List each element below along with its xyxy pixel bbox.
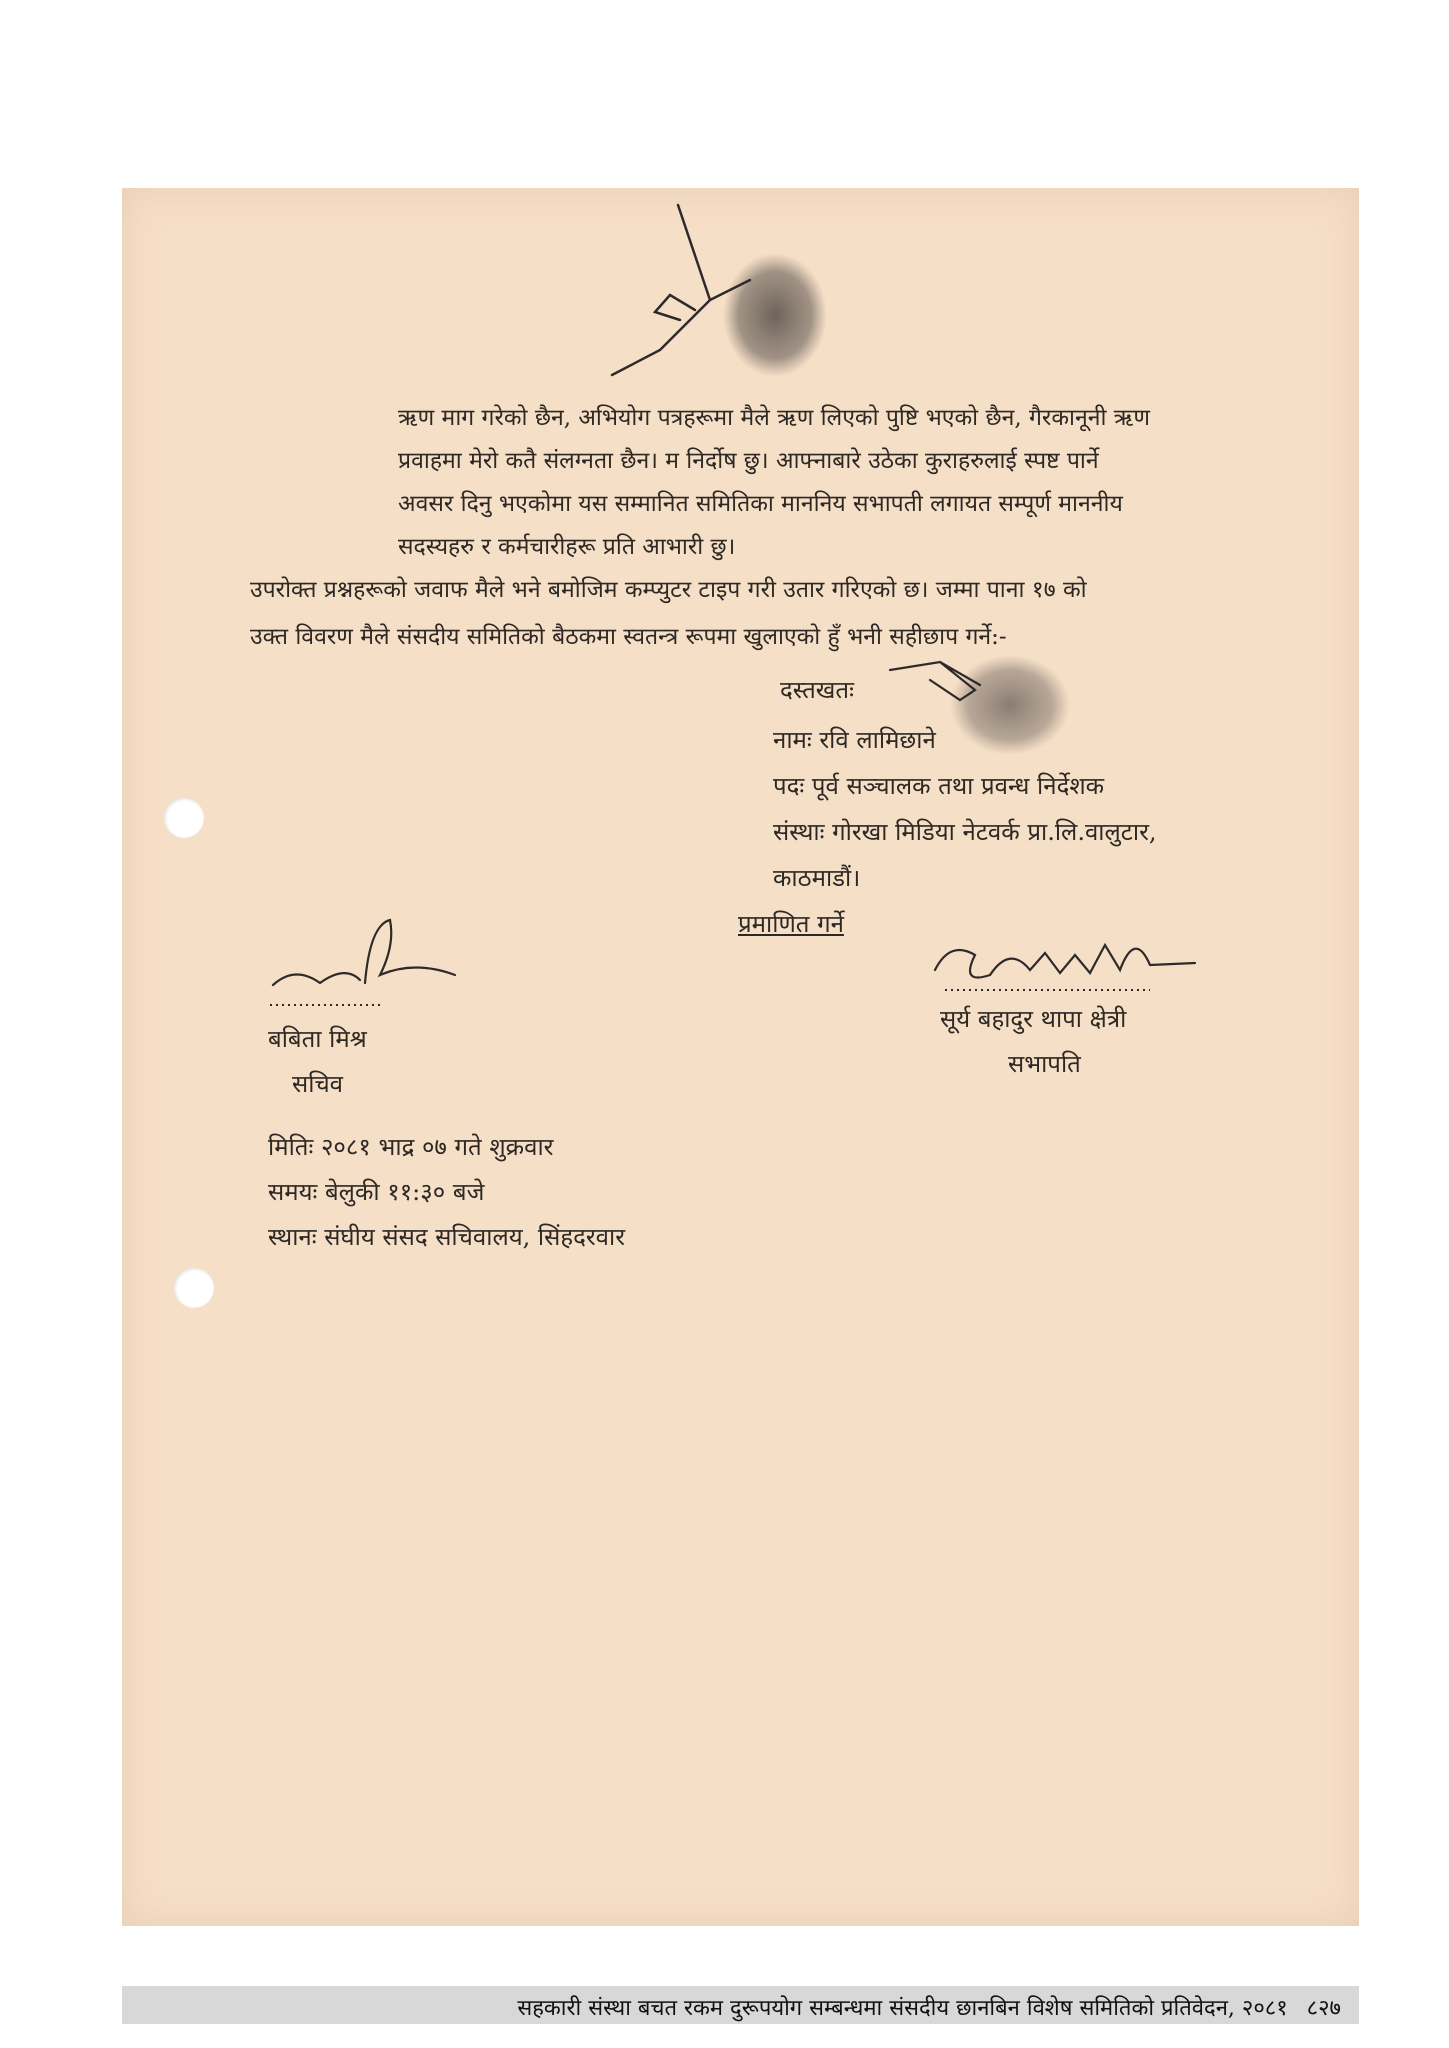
signature-label: दस्तखतः — [780, 676, 854, 704]
signatory-org-line1: संस्थाः गोरखा मिडिया नेटवर्क प्रा.लि.वालुटार, — [773, 818, 1157, 846]
top-signature-icon — [600, 200, 830, 390]
statement-line-2: उक्त विवरण मैले संसदीय समितिको बैठकमा स्वतन्त्र रूपमा खुलाएको हुँ भनी सहीछाप गर्ने:- — [250, 624, 1007, 650]
signatory-name: नामः रवि लामिछाने — [773, 726, 936, 754]
chair-title: सभापति — [1008, 1050, 1081, 1078]
footer-title: सहकारी संस्था बचत रकम दुरूपयोग सम्बन्धमा संसदीय छानबिन विशेष समितिको प्रतिवेदन, २०८१ — [517, 1996, 1288, 2021]
meeting-place: स्थानः संघीय संसद सचिवालय, सिंहदरवार — [268, 1223, 626, 1251]
meeting-date: मितिः २०८१ भाद्र ०७ गते शुक्रवार — [268, 1133, 554, 1161]
certify-label: प्रमाणित गर्ने — [738, 910, 844, 938]
secretary-title: सचिव — [292, 1070, 344, 1098]
para-line-4: सदस्यहरु र कर्मचारीहरू प्रति आभारी छु। — [398, 534, 736, 560]
para-line-3: अवसर दिनु भएकोमा यस सम्मानित समितिका माननिय सभापती लगायत सम्पूर्ण माननीय — [398, 491, 1123, 517]
statement-line-1: उपरोक्त प्रश्नहरूको जवाफ मैले भने बमोजिम कम्प्युटर टाइप गरी उतार गरिएको छ। जम्मा पाना १७ को — [250, 577, 1087, 603]
thumbprint-icon — [723, 253, 827, 377]
page-number: ८२७ — [1306, 1996, 1341, 2021]
meeting-time: समयः बेलुकी ११:३० बजे — [268, 1178, 485, 1206]
secretary-name: बबिता मिश्र — [268, 1025, 367, 1053]
chair-name: सूर्य बहादुर थापा क्षेत्री — [940, 1005, 1127, 1033]
punch-hole-bottom — [174, 1268, 214, 1308]
footer-bar — [122, 1986, 1359, 2024]
para-line-1: ऋण माग गरेको छैन, अभियोग पत्रहरूमा मैले ऋण लिएको पुष्टि भएको छैन, गैरकानूनी ऋण — [398, 405, 1150, 431]
signatory-org-line2: काठमाडौं। — [773, 864, 861, 892]
punch-hole-top — [164, 798, 204, 838]
signatory-post: पदः पूर्व सञ्चालक तथा प्रवन्ध निर्देशक — [773, 772, 1105, 800]
footer-text — [517, 1992, 1341, 2022]
secretary-signature-icon — [265, 905, 465, 1015]
thumbprint-icon — [950, 655, 1070, 755]
para-line-2: प्रवाहमा मेरो कतै संलग्नता छैन। म निर्दोष छु। आफ्नाबारे उठेका कुराहरुलाई स्पष्ट पार्ने — [398, 448, 1099, 474]
